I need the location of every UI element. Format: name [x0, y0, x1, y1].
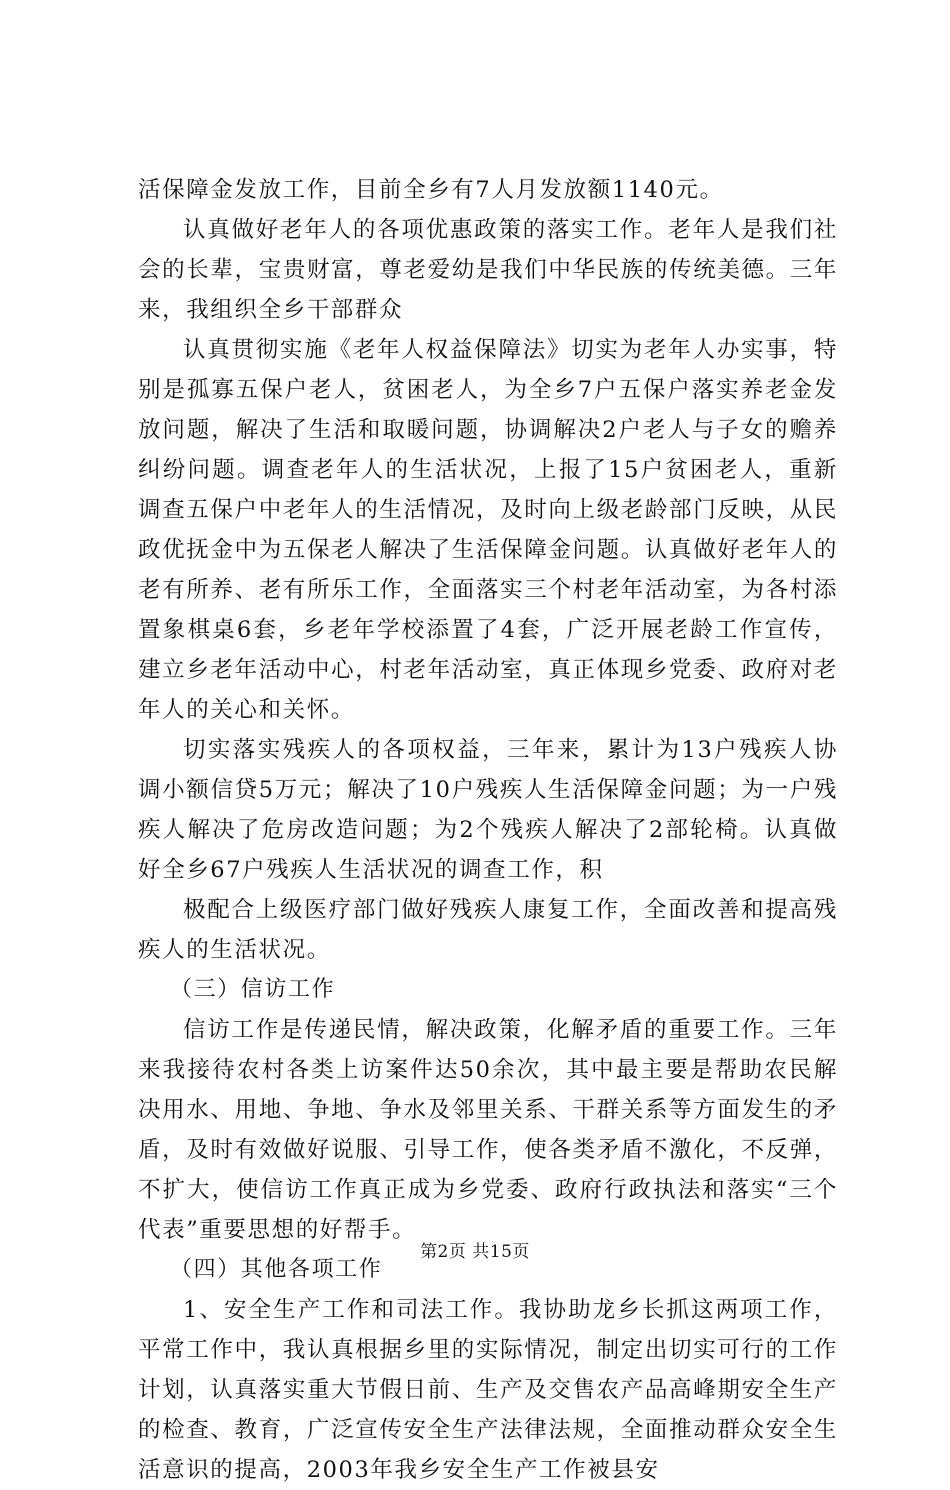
section-heading-3: （三）信访工作: [170, 977, 336, 1002]
paragraph-7: 1、安全生产工作和司法工作。我协助龙乡长抓这两项工作，平常工作中，我认真根据乡里的实际情况，制定出切实可行的工作计划，认真落实重大节假日前、生产及交售农产品高峰期安全生产的检查、教育，广泛宣传安全生产法律法规，全面推动群众安全生活意识的提高，2003年我乡安全生产工作被县安: [138, 1297, 838, 1483]
page-number-footer: 第2页 共15页: [420, 1242, 530, 1262]
paragraph-6: 信访工作是传递民情，解决政策，化解矛盾的重要工作。三年来我接待农村各类上访案件达50余次，其中最主要是帮助农民解决用水、用地、争地、争水及邻里关系、干群关系等方面发生的矛盾，及时有效做好说服、引导工作，使各类矛盾不激化，不反弹，不扩大，使信访工作真正成为乡党委、政府行政执法和落实“三个代表”重要思想的好帮手。: [138, 1017, 838, 1243]
paragraph-5: 极配合上级医疗部门做好残疾人康复工作，全面改善和提高残疾人的生活状况。: [138, 897, 838, 963]
paragraph-3: 认真贯彻实施《老年人权益保障法》切实为老年人办实事，特别是孤寡五保户老人，贫困老人，为全乡7户五保户落实养老金发放问题，解决了生活和取暖问题，协调解决2户老人与子女的赡养纠纷问题。调查老年人的生活状况，上报了15户贫困老人，重新调查五保户中老年人的生活情况，及时向上级老龄部门反映，从民政优抚金中为五保老人解决了生活保障金问题。认真做好老年人的老有所养、老有所乐工作，全面落实三个村老年活动室，为各村添置象棋桌6套，乡老年学校添置了4套，广泛开展老龄工作宣传，建立乡老年活动中心，村老年活动室，真正体现乡党委、政府对老年人的关心和关怀。: [138, 337, 838, 723]
document-body: [138, 170, 838, 1490]
section-heading-4: （四）其他各项工作: [170, 1257, 383, 1282]
paragraph-1: 活保障金发放工作，目前全乡有7人月发放额1140元。: [138, 177, 724, 203]
paragraph-2: 认真做好老年人的各项优惠政策的落实工作。老年人是我们社会的长辈，宝贵财富，尊老爱幼是我们中华民族的传统美德。三年来，我组织全乡干部群众: [138, 217, 838, 323]
paragraph-4: 切实落实残疾人的各项权益，三年来，累计为13户残疾人协调小额信贷5万元；解决了10户残疾人生活保障金问题；为一户残疾人解决了危房改造问题；为2个残疾人解决了2部轮椅。认真做好全乡67户残疾人生活状况的调查工作，积: [138, 737, 838, 883]
